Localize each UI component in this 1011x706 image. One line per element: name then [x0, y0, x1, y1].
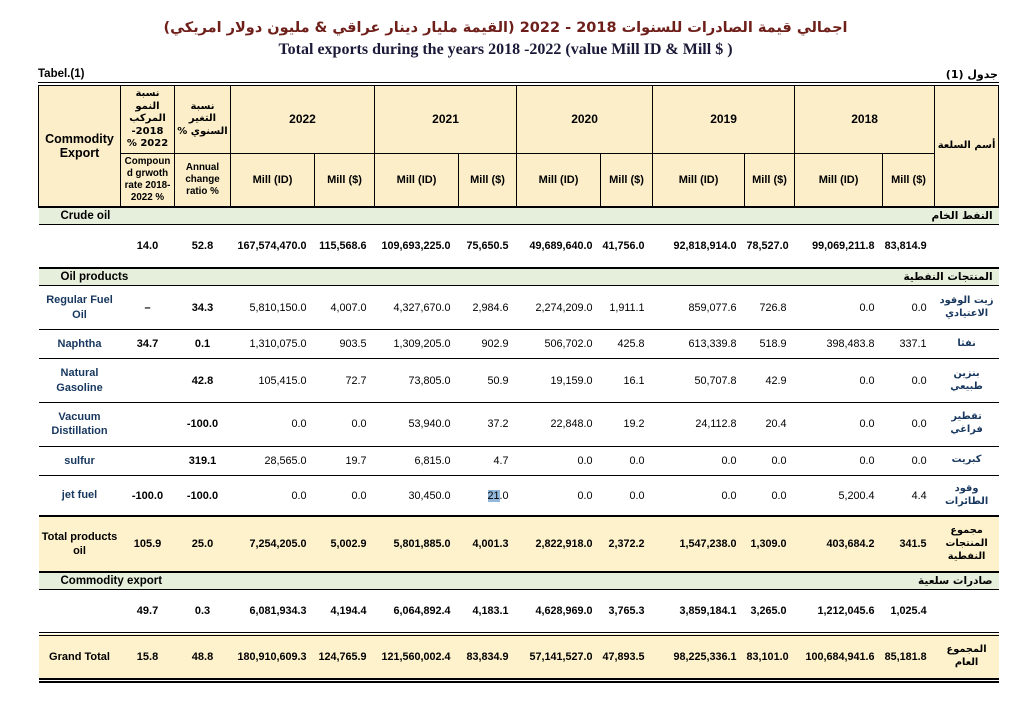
value-cell: 0.0: [601, 446, 653, 475]
value-cell: 100,684,941.6: [795, 634, 883, 680]
table-row: [39, 359, 999, 403]
value-cell: 0.3: [175, 590, 231, 635]
value-cell: 0.1: [175, 330, 231, 359]
row-label: Vacuum Distillation: [39, 402, 121, 446]
value-cell: 5,002.9: [315, 516, 375, 572]
table-row: [39, 286, 999, 330]
table-row: [39, 590, 999, 635]
value-cell: 34.7: [121, 330, 175, 359]
row-label-ar: بنزين طبيعي: [935, 359, 999, 403]
table-row: [39, 475, 999, 516]
table-row: [39, 516, 999, 572]
header-mill-id-2018: Mill (ID): [795, 153, 883, 207]
value-cell: 16.1: [601, 359, 653, 403]
row-label-ar: كبريت: [935, 446, 999, 475]
value-cell: 115,568.6: [315, 225, 375, 269]
section-label-en: Crude oil: [60, 210, 111, 223]
value-cell: 518.9: [745, 330, 795, 359]
value-cell: 53,940.0: [375, 402, 459, 446]
value-cell: 167,574,470.0: [231, 225, 315, 269]
value-cell: 21.0: [459, 475, 517, 516]
title-arabic: اجمالي قيمة الصادرات للسنوات 2018 - 2022 (القيمة مليار دينار عراقي & مليون دولار امريكي): [163, 20, 848, 36]
row-label: Natural Gasoline: [39, 359, 121, 403]
value-cell: 1,212,045.6: [795, 590, 883, 635]
value-cell: 14.0: [121, 225, 175, 269]
value-cell: 0.0: [231, 475, 315, 516]
row-label-ar: نفثا: [935, 330, 999, 359]
value-cell: 0.0: [315, 402, 375, 446]
document-titles: [0, 0, 1011, 59]
table-row: [39, 446, 999, 475]
value-cell: 124,765.9: [315, 634, 375, 680]
row-label-ar: وقود الطائرات: [935, 475, 999, 516]
row-label-ar: مجموع المنتجات النفطية: [935, 516, 999, 572]
table-label-arabic: جدول (1): [945, 68, 998, 81]
value-cell: 1,310,075.0: [231, 330, 315, 359]
value-cell: 0.0: [795, 402, 883, 446]
row-label-ar: [935, 590, 999, 635]
row-label-ar: تقطير فراغي: [935, 402, 999, 446]
exports-table: [38, 82, 999, 683]
value-cell: 0.0: [601, 475, 653, 516]
value-cell: 6,081,934.3: [231, 590, 315, 635]
value-cell: 337.1: [883, 330, 935, 359]
value-cell: 75,650.5: [459, 225, 517, 269]
section-row: [39, 572, 999, 590]
value-cell: 0.0: [517, 475, 601, 516]
section-label-ar: النفط الخام: [931, 210, 993, 223]
row-label-ar: زيت الوقود الاعتيادي: [935, 286, 999, 330]
table-header: [39, 84, 999, 207]
row-label: Naphtha: [39, 330, 121, 359]
header-commodity-name-ar: أسم السلعة: [935, 84, 999, 207]
value-cell: 0.0: [883, 446, 935, 475]
value-cell: 47,893.5: [601, 634, 653, 680]
value-cell: 49.7: [121, 590, 175, 635]
value-cell: 4.7: [459, 446, 517, 475]
value-cell: 2,372.2: [601, 516, 653, 572]
value-cell: 341.5: [883, 516, 935, 572]
value-cell: 425.8: [601, 330, 653, 359]
header-mill-usd-2020: Mill ($): [601, 153, 653, 207]
value-cell: 50,707.8: [653, 359, 745, 403]
value-cell: 2,822,918.0: [517, 516, 601, 572]
header-mill-usd-2018: Mill ($): [883, 153, 935, 207]
header-year-2019: 2019: [653, 84, 795, 153]
header-year-2018: 2018: [795, 84, 935, 153]
row-label: Grand Total: [39, 634, 121, 680]
value-cell: 42.8: [175, 359, 231, 403]
value-cell: -100.0: [121, 475, 175, 516]
selection-highlight: 21: [487, 489, 500, 502]
value-cell: 49,689,640.0: [517, 225, 601, 269]
value-cell: 109,693,225.0: [375, 225, 459, 269]
header-compound-growth-en: Compound grwoth rate 2018-2022 %: [121, 153, 175, 207]
value-cell: 3,859,184.1: [653, 590, 745, 635]
value-cell: 4.4: [883, 475, 935, 516]
value-cell: 0.0: [795, 446, 883, 475]
value-cell: 72.7: [315, 359, 375, 403]
value-cell: 78,527.0: [745, 225, 795, 269]
table-row: [39, 402, 999, 446]
row-label: jet fuel: [39, 475, 121, 516]
value-cell: 902.9: [459, 330, 517, 359]
value-cell: 4,183.1: [459, 590, 517, 635]
value-cell: 48.8: [175, 634, 231, 680]
value-cell: 0.0: [517, 446, 601, 475]
value-cell: 0.0: [745, 475, 795, 516]
value-cell: 0.0: [883, 359, 935, 403]
value-cell: 4,628,969.0: [517, 590, 601, 635]
value-cell: 726.8: [745, 286, 795, 330]
header-year-2020: 2020: [517, 84, 653, 153]
header-mill-id-2022: Mill (ID): [231, 153, 315, 207]
section-label-en: Oil products: [60, 271, 129, 284]
header-compound-growth-ar: نسبة النمو المركب 2018- 2022 %: [121, 84, 175, 153]
value-cell: 0.0: [883, 402, 935, 446]
title-english: Total exports during the years 2018 -2022 (value Mill ID & Mill $ ): [278, 41, 733, 58]
value-cell: 28,565.0: [231, 446, 315, 475]
value-cell: 5,801,885.0: [375, 516, 459, 572]
header-annual-change-ar: نسبة التغير السنوي %: [175, 84, 231, 153]
row-label: [39, 590, 121, 635]
section-label-ar: صادرات سلعية: [918, 575, 993, 588]
value-cell: 613,339.8: [653, 330, 745, 359]
value-cell: 34.3: [175, 286, 231, 330]
value-cell: 0.0: [315, 475, 375, 516]
value-cell: 1,547,238.0: [653, 516, 745, 572]
value-cell: 37.2: [459, 402, 517, 446]
value-cell: [121, 446, 175, 475]
value-cell: 1,911.1: [601, 286, 653, 330]
header-mill-usd-2022: Mill ($): [315, 153, 375, 207]
header-mill-id-2019: Mill (ID): [653, 153, 745, 207]
header-year-2021: 2021: [375, 84, 517, 153]
value-cell: 398,483.8: [795, 330, 883, 359]
value-cell: 4,194.4: [315, 590, 375, 635]
value-cell: 6,815.0: [375, 446, 459, 475]
value-cell: 4,327,670.0: [375, 286, 459, 330]
section-band: [39, 207, 999, 225]
value-cell: 41,756.0: [601, 225, 653, 269]
value-cell: 20.4: [745, 402, 795, 446]
value-cell: 6,064,892.4: [375, 590, 459, 635]
value-cell: 19.2: [601, 402, 653, 446]
value-cell: -100.0: [175, 475, 231, 516]
value-cell: 4,007.0: [315, 286, 375, 330]
row-label: Regular Fuel Oil: [39, 286, 121, 330]
row-label: sulfur: [39, 446, 121, 475]
value-cell: 92,818,914.0: [653, 225, 745, 269]
value-cell: 5,200.4: [795, 475, 883, 516]
value-cell: 50.9: [459, 359, 517, 403]
value-cell: 73,805.0: [375, 359, 459, 403]
section-row: [39, 207, 999, 225]
header-mill-usd-2021: Mill ($): [459, 153, 517, 207]
value-cell: 1,025.4: [883, 590, 935, 635]
value-cell: 180,910,609.3: [231, 634, 315, 680]
value-cell: 4,001.3: [459, 516, 517, 572]
value-cell: 15.8: [121, 634, 175, 680]
table-row: [39, 634, 999, 680]
value-cell: 105,415.0: [231, 359, 315, 403]
value-cell: 83,101.0: [745, 634, 795, 680]
section-band: [39, 572, 999, 590]
value-cell: 1,309.0: [745, 516, 795, 572]
value-cell: 0.0: [883, 286, 935, 330]
value-cell: 30,450.0: [375, 475, 459, 516]
value-cell: 319.1: [175, 446, 231, 475]
row-label-ar: المجموع العام: [935, 634, 999, 680]
value-cell: 83,834.9: [459, 634, 517, 680]
value-cell: 403,684.2: [795, 516, 883, 572]
value-cell: 3,265.0: [745, 590, 795, 635]
value-cell: 859,077.6: [653, 286, 745, 330]
value-cell: 0.0: [745, 446, 795, 475]
value-cell: 19,159.0: [517, 359, 601, 403]
value-cell: 7,254,205.0: [231, 516, 315, 572]
row-label-ar: [935, 225, 999, 269]
value-cell: 22,848.0: [517, 402, 601, 446]
table-caption-row: [38, 68, 998, 81]
value-cell: -100.0: [175, 402, 231, 446]
header-mill-usd-2019: Mill ($): [745, 153, 795, 207]
value-cell: 83,814.9: [883, 225, 935, 269]
value-cell: 3,765.3: [601, 590, 653, 635]
value-cell: [121, 359, 175, 403]
section-band: [39, 268, 999, 286]
value-cell: 42.9: [745, 359, 795, 403]
value-cell: 19.7: [315, 446, 375, 475]
value-cell: 52.8: [175, 225, 231, 269]
value-cell: 98,225,336.1: [653, 634, 745, 680]
value-cell: 1,309,205.0: [375, 330, 459, 359]
value-cell: 121,560,002.4: [375, 634, 459, 680]
value-cell: 903.5: [315, 330, 375, 359]
header-mill-id-2021: Mill (ID): [375, 153, 459, 207]
header-commodity-export: Commodity Export: [39, 84, 121, 207]
value-cell: 0.0: [795, 359, 883, 403]
value-cell: 5,810,150.0: [231, 286, 315, 330]
table-body: [39, 207, 999, 680]
value-cell: 0.0: [795, 286, 883, 330]
row-label: [39, 225, 121, 269]
value-cell: 506,702.0: [517, 330, 601, 359]
value-cell: 57,141,527.0: [517, 634, 601, 680]
value-cell: 85,181.8: [883, 634, 935, 680]
value-cell: 2,274,209.0: [517, 286, 601, 330]
row-label: Total products oil: [39, 516, 121, 572]
value-cell: 0.0: [653, 475, 745, 516]
section-label-ar: المنتجات النفطية: [903, 271, 993, 284]
header-annual-change-en: Annual change ratio %: [175, 153, 231, 207]
header-year-2022: 2022: [231, 84, 375, 153]
section-row: [39, 268, 999, 286]
value-cell: 0.0: [231, 402, 315, 446]
value-cell: 0.0: [653, 446, 745, 475]
table-row: [39, 330, 999, 359]
section-label-en: Commodity export: [60, 575, 163, 588]
value-cell: –: [121, 286, 175, 330]
value-cell: [121, 402, 175, 446]
table-label-english: Tabel.(1): [38, 68, 85, 80]
value-cell: 24,112.8: [653, 402, 745, 446]
value-cell: 99,069,211.8: [795, 225, 883, 269]
table-row: [39, 225, 999, 269]
header-mill-id-2020: Mill (ID): [517, 153, 601, 207]
value-cell: 25.0: [175, 516, 231, 572]
value-cell: 2,984.6: [459, 286, 517, 330]
value-cell: 105.9: [121, 516, 175, 572]
